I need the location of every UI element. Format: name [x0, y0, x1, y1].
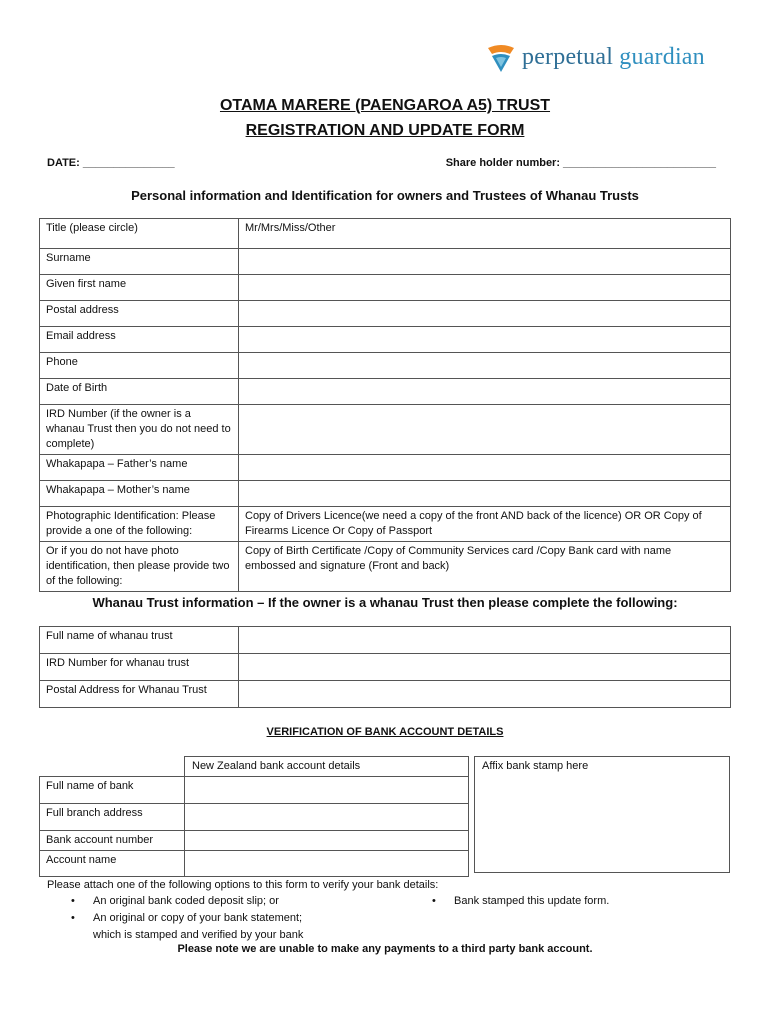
row-label: Email address	[40, 327, 239, 353]
table-row	[40, 777, 469, 804]
list-item: • Bank stamped this update form.	[432, 893, 609, 910]
row-label: IRD Number for whanau trust	[40, 654, 239, 681]
row-value-field[interactable]	[239, 249, 731, 275]
row-value-field[interactable]	[239, 627, 731, 654]
form-title-line1: OTAMA MARERE (PAENGAROA A5) TRUST	[219, 97, 551, 114]
share-holder-number-field[interactable]: Share holder number: _________________________	[445, 157, 716, 169]
bank-instructions: Please attach one of the following options to this form to verify your bank details:	[47, 879, 439, 891]
perpetual-guardian-logo-icon	[484, 40, 518, 74]
row-value-field[interactable]	[239, 405, 731, 455]
table-row	[40, 275, 731, 301]
row-value-field[interactable]	[185, 777, 469, 804]
row-label: Date of Birth	[40, 379, 239, 405]
row-label: Whakapapa – Mother’s name	[40, 481, 239, 507]
table-row	[40, 405, 731, 455]
list-item: • An original or copy of your bank statement; which is stamped and verified by your bank	[71, 912, 304, 941]
table-row	[40, 507, 731, 542]
table-row	[40, 353, 731, 379]
table-row	[40, 851, 469, 877]
row-value-field[interactable]	[185, 851, 469, 877]
row-value-field[interactable]: Mr/Mrs/Miss/Other	[239, 219, 731, 249]
third-party-payment-note: Please note we are unable to make any payments to a third party bank account.	[177, 943, 593, 955]
row-label: Postal address	[40, 301, 239, 327]
bullet-icon: •	[71, 912, 75, 924]
whanau-trust-table	[39, 626, 731, 708]
personal-section-heading: Personal information and Identification for owners and Trustees of Whanau Trusts	[131, 188, 639, 203]
row-value-field[interactable]	[239, 301, 731, 327]
table-row	[40, 627, 731, 654]
row-label: Full name of whanau trust	[40, 627, 239, 654]
bank-section-heading: VERIFICATION OF BANK ACCOUNT DETAILS	[266, 726, 504, 738]
table-row	[40, 379, 731, 405]
row-label: Photographic Identification: Please provide a one of the following:	[40, 507, 239, 542]
row-value-field: Copy of Birth Certificate /Copy of Community Services card /Copy Bank card with name embossed and signature (Front and back)	[239, 542, 731, 592]
row-value-field[interactable]	[239, 481, 731, 507]
table-row	[40, 804, 469, 831]
brand-logo	[484, 40, 705, 74]
table-row	[40, 481, 731, 507]
table-row	[40, 654, 731, 681]
table-row	[40, 681, 731, 708]
bank-details-table	[39, 756, 469, 877]
form-title-line2: REGISTRATION AND UPDATE FORM	[245, 122, 525, 139]
row-value-field[interactable]	[239, 654, 731, 681]
row-value-field[interactable]	[239, 353, 731, 379]
personal-info-table	[39, 218, 731, 592]
table-header-row	[40, 757, 469, 777]
row-label: Title (please circle)	[40, 219, 239, 249]
bullet-icon: •	[71, 895, 75, 907]
table-row	[40, 455, 731, 481]
row-label: Or if you do not have photo identification, then please provide two of the following:	[40, 542, 239, 592]
brand-name: perpetual guardian	[522, 43, 705, 70]
table-row	[40, 831, 469, 851]
row-label: Phone	[40, 353, 239, 379]
row-value-field[interactable]	[239, 327, 731, 353]
list-item: • An original bank coded deposit slip; or	[71, 893, 279, 910]
date-field[interactable]: DATE: _______________	[47, 157, 175, 169]
row-value-field[interactable]	[239, 379, 731, 405]
row-value-field[interactable]	[239, 275, 731, 301]
bank-stamp-box	[474, 756, 730, 873]
row-label: Whakapapa – Father’s name	[40, 455, 239, 481]
table-row	[40, 327, 731, 353]
row-value-field[interactable]	[185, 831, 469, 851]
row-label: Bank account number	[40, 831, 185, 851]
row-value-field[interactable]	[239, 455, 731, 481]
table-row	[40, 219, 731, 249]
row-label: IRD Number (if the owner is a whanau Trust then you do not need to complete)	[40, 405, 239, 455]
row-label: Surname	[40, 249, 239, 275]
row-label: Full branch address	[40, 804, 185, 831]
row-label: Full name of bank	[40, 777, 185, 804]
bank-column-header: New Zealand bank account details	[185, 757, 469, 777]
row-label: Account name	[40, 851, 185, 877]
row-value-field[interactable]	[239, 681, 731, 708]
header-spacer	[40, 757, 185, 777]
table-row	[40, 542, 731, 592]
table-row	[40, 301, 731, 327]
bullet-icon: •	[432, 895, 436, 907]
row-label: Given first name	[40, 275, 239, 301]
row-value-field[interactable]	[185, 804, 469, 831]
table-row	[40, 249, 731, 275]
bank-stamp-label: Affix bank stamp here	[482, 760, 589, 772]
trust-section-heading: Whanau Trust information – If the owner is a whanau Trust then please complete the following:	[92, 595, 678, 610]
row-label: Postal Address for Whanau Trust	[40, 681, 239, 708]
row-value-field: Copy of Drivers Licence(we need a copy of the front AND back of the licence) OR OR Copy of Firearms Licence Or Copy of Passport	[239, 507, 731, 542]
